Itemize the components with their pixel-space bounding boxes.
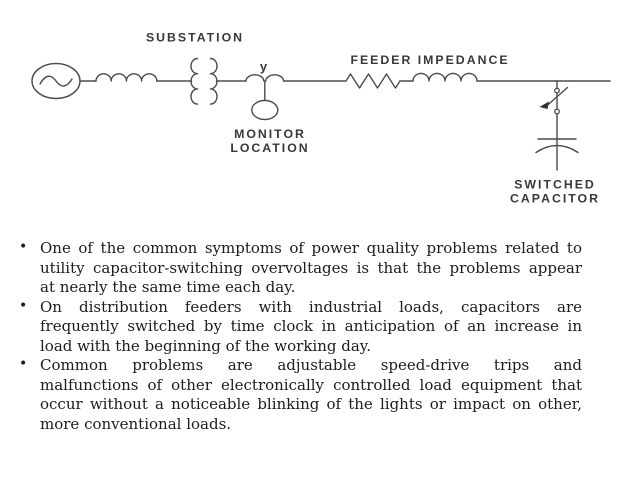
monitor-probe-icon [252, 101, 278, 120]
bullet-text-line: Common problems are adjustable speed-drive trips and [40, 356, 582, 374]
source-inductor-icon [96, 74, 157, 81]
circuit-diagram [0, 0, 638, 235]
bullet-text-line: more conventional loads. [40, 414, 232, 433]
monitor-point-label: y [259, 59, 268, 74]
monitor-tap-icon [246, 75, 284, 100]
bullet-marker: • [19, 297, 28, 314]
feeder-impedance-label: FEEDER IMPEDANCE [350, 53, 510, 67]
bullet-marker: • [19, 356, 28, 372]
bullet-text-line: malfunctions of other electronically controlled load equipment that [40, 375, 582, 394]
substation-label: SUBSTATION [145, 30, 245, 45]
bullet-item [19, 297, 582, 357]
bullet-text-line: One of the common symptoms of power quality problems related to [40, 239, 582, 257]
monitor-location-label-line2: LOCATION [230, 141, 310, 155]
bullet-text-line: occur without a noticeable blinking of the lights or impact on other, [40, 395, 582, 413]
bullet-text-line: frequently switched by time clock in anticipation of an increase in [40, 317, 582, 335]
bullet-text-line: at nearly the same time each day. [40, 278, 296, 296]
monitor-location-label-line1: MONITOR [234, 127, 306, 141]
capacitor-icon [536, 114, 578, 170]
bullet-text-line: On distribution feeders with industrial loads, capacitors are [40, 297, 582, 316]
transformer-icon [191, 59, 217, 105]
bullet-list [0, 239, 582, 434]
bullet-item [19, 356, 582, 434]
bullet-marker: • [19, 239, 28, 255]
bullet-text-line: load with the beginning of the working day. [40, 336, 372, 355]
bullet-text-line: utility capacitor-switching overvoltages is that the problems appear [40, 258, 582, 277]
bullet-item [19, 239, 582, 298]
switched-capacitor-label-line1: SWITCHED [514, 177, 596, 192]
ac-source-icon [32, 64, 80, 99]
feeder-resistor-icon [346, 74, 400, 88]
feeder-inductor-icon [413, 73, 477, 81]
switch-icon [540, 81, 568, 114]
switched-capacitor-label-line2: CAPACITOR [510, 191, 600, 206]
